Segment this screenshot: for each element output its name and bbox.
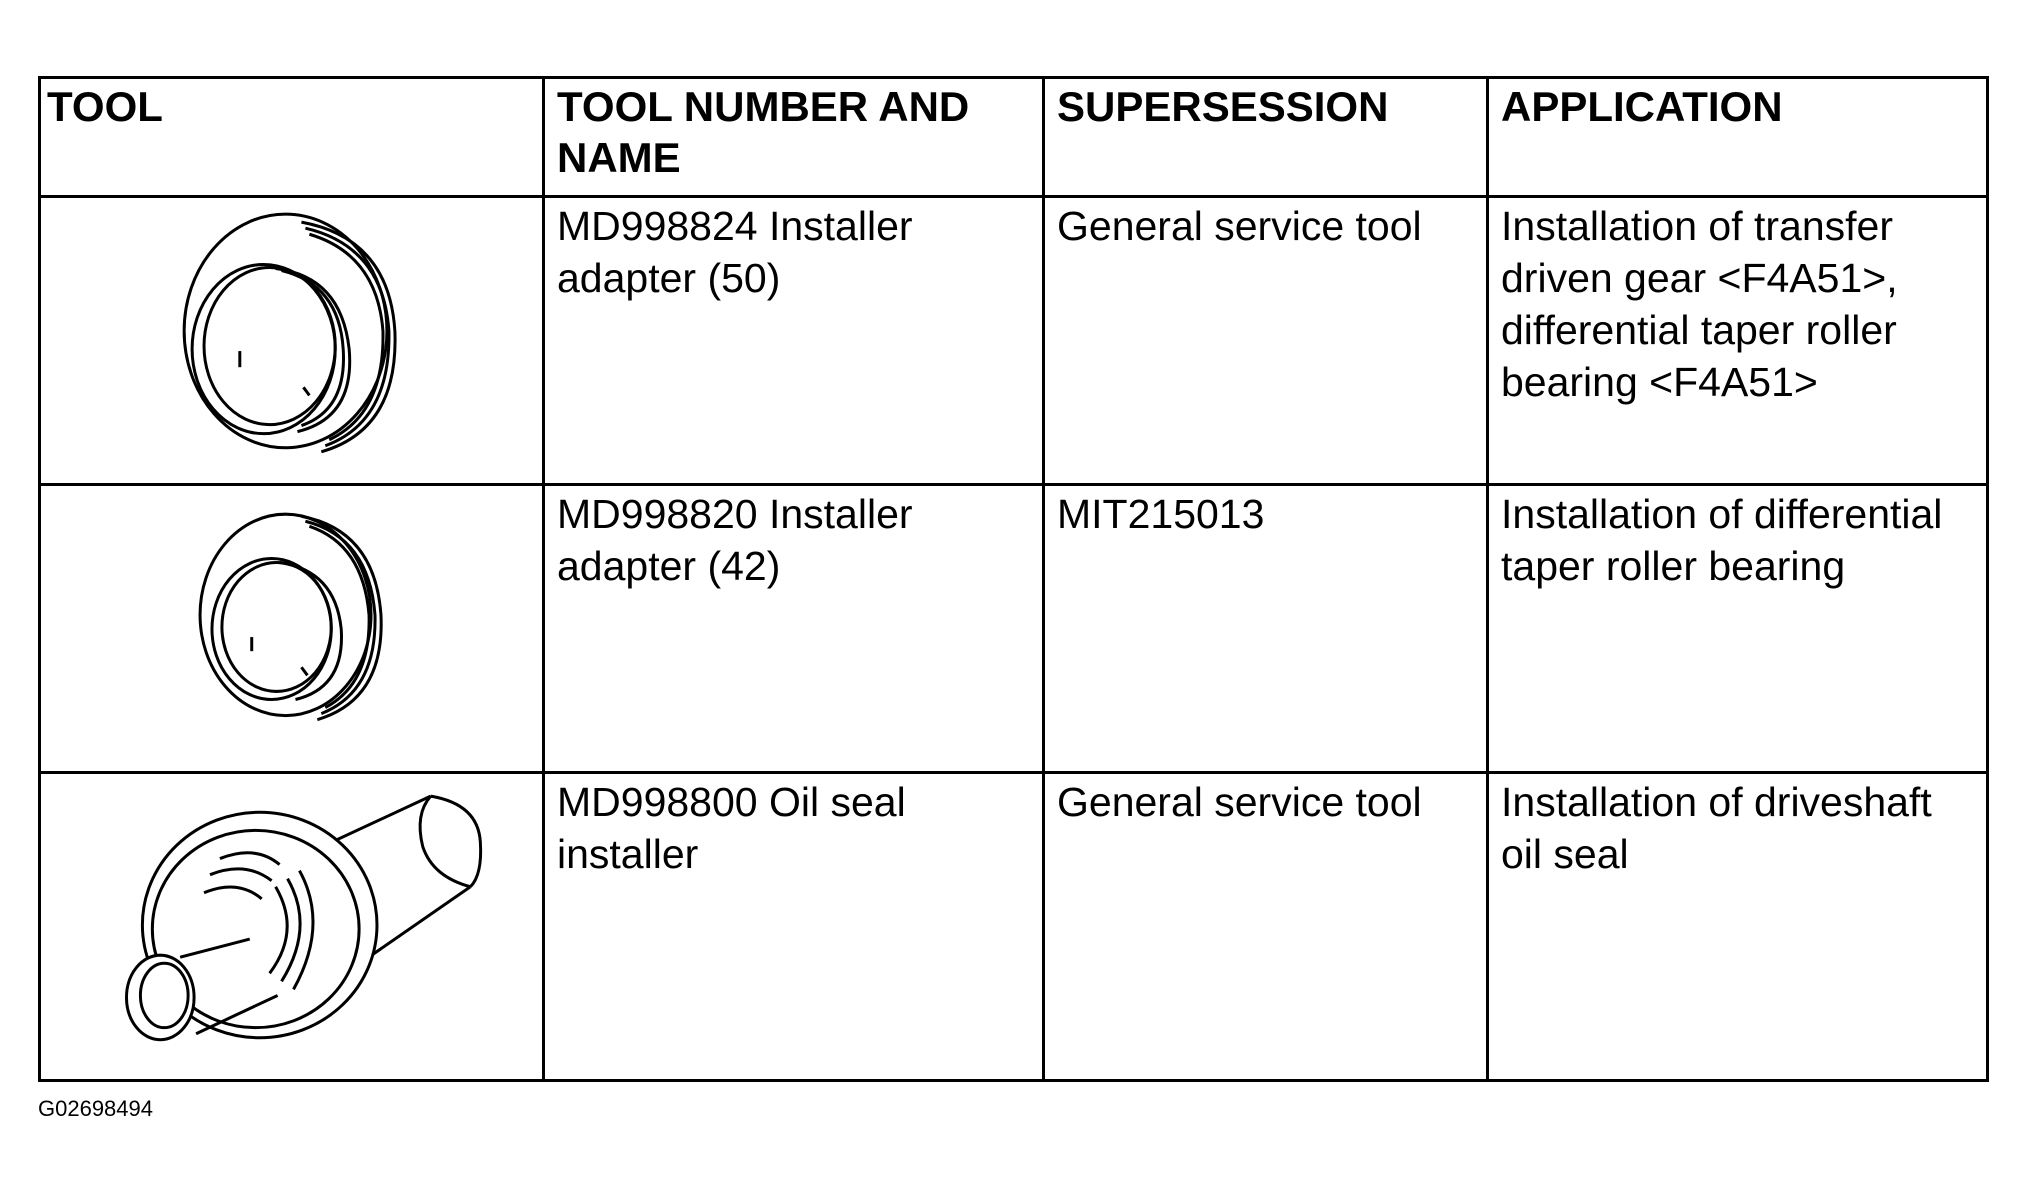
tool-supersession: General service tool (1044, 773, 1488, 1081)
tool-illustration-cell (40, 485, 544, 773)
tool-supersession: MIT215013 (1044, 485, 1488, 773)
oil-seal-installer-icon (41, 774, 542, 1079)
special-tools-table (38, 76, 1989, 1082)
tool-application: Installation of transfer driven gear <F4A51>, differential taper roller bearing <F4A51> (1488, 197, 1988, 485)
tool-application: Installation of driveshaft oil seal (1488, 773, 1988, 1081)
header-tool: TOOL (40, 78, 544, 197)
table-row (40, 773, 1988, 1081)
tool-number-and-name: MD998820 Installer adapter (42) (544, 485, 1044, 773)
table-row (40, 197, 1988, 485)
tool-illustration-cell (40, 197, 544, 485)
tool-number-and-name: MD998824 Installer adapter (50) (544, 197, 1044, 485)
bearing-installer-adapter-icon (41, 198, 542, 483)
tool-application: Installation of differential taper roller bearing (1488, 485, 1988, 773)
header-application: APPLICATION (1488, 78, 1988, 197)
table-row (40, 485, 1988, 773)
tool-number-and-name: MD998800 Oil seal installer (544, 773, 1044, 1081)
tool-illustration-cell (40, 773, 544, 1081)
bearing-installer-adapter-icon (41, 486, 542, 771)
header-tool-number-and-name: TOOL NUMBER AND NAME (544, 78, 1044, 197)
tool-supersession: General service tool (1044, 197, 1488, 485)
header-supersession: SUPERSESSION (1044, 78, 1488, 197)
figure-id: G02698494 (38, 1096, 153, 1121)
table-header-row (40, 78, 1988, 197)
